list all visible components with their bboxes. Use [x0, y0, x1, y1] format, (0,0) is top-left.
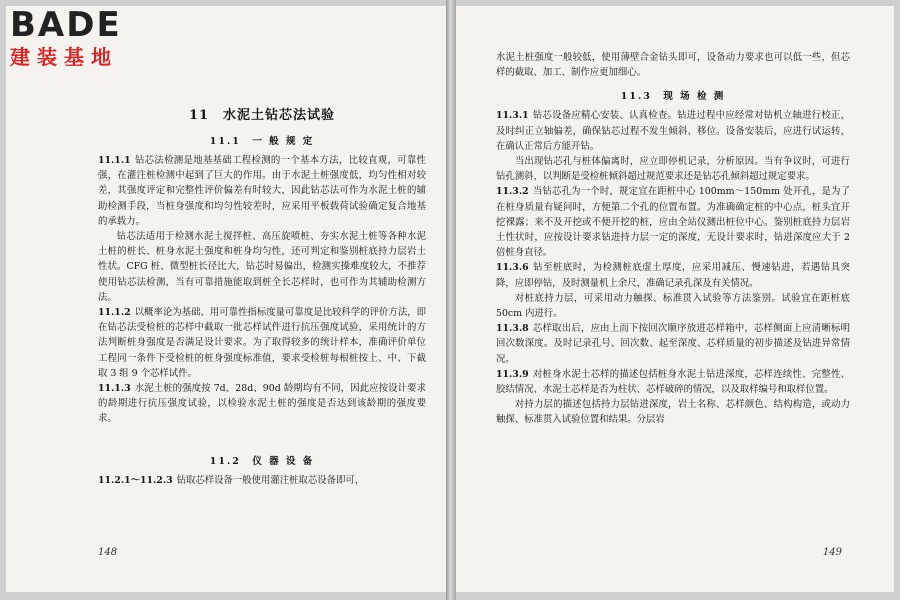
paragraph-11-3-1 — [496, 108, 850, 154]
clause-number: 11.2.1～11.2.3 — [98, 474, 173, 486]
section-title-11-1: 11.1 一 般 规 定 — [209, 136, 315, 147]
paragraph-text: 钻芯法检测是地基基础工程检测的一个基本方法，比较直观，可靠性强，在灌注桩检测中起到了巨大的作用。由于水泥土桩强度低，均匀性相对较差，其强度评定和完整性评价偏差有时较大，因此钻芯法可作为水泥土桩的辅助检测手段，当桩身强度和均匀性较差时，应采用平板载荷试验确定复合地基的承载力。 — [98, 155, 426, 227]
paragraph-text: 水泥土桩的强度按 7d、28d、90d 龄期均有不同，因此应按设计要求的龄期进行抗压强度试验，以检验水泥土桩的强度是否达到该龄期的强度要求。 — [98, 383, 426, 425]
watermark-logo — [10, 5, 180, 84]
section-title-11-3: 11.3 现 场 检 测 — [620, 91, 726, 103]
paragraph-continued: 水泥土桩强度一般较低，使用薄壁合金钻头即可，设备动力要求也可以低一些，但芯样的截取、加工、制作应更加细心。 — [496, 52, 850, 79]
paragraph-text: 当钻芯孔为一个时，规定宜在距桩中心 100mm～150mm 处开孔，是为了在桩身质量有疑问时，方便第二个孔的位置布置。为准确确定桩的中心点，桩头宜开挖裸露；来不及开挖或不便开挖的桩，应由全站仪测出桩位中心。鉴别桩底持力层岩土性状时，应按设计要求钻进持力层一定的深度，无设计要求时，钻进深度应大于 2 倍桩身直径。 — [496, 186, 850, 259]
paragraph-text: 对桩身水泥土芯样的描述包括桩身水泥土钻进深度，芯样连续性、完整性、胶结情况、水泥土芯样是否为柱状、芯样破碎的情况，以及取样编号和取样位置。 — [496, 368, 850, 396]
clause-number: 11.3.1 — [496, 110, 529, 122]
paragraph-text: 钻芯设备应精心安装、认真检查。钻进过程中应经常对钻机立轴进行校正，及时纠正立轴偏差，确保钻芯过程不发生倾斜、移位。设备安装后，应进行试运转，在确认正常后方能开钻。 — [496, 110, 850, 152]
paragraph-text: 钻至桩底时，为检测桩底虚土厚度，应采用减压、慢速钻进，若遇钻具突降，应即停钻，及时测量机上余尺，准确记录孔深及有关情况。 — [496, 262, 850, 289]
left-page — [6, 6, 446, 592]
paragraph-11-1-3 — [98, 381, 426, 427]
paragraph-11-3-6 — [496, 260, 850, 290]
logo-subtitle: 建装基地 — [10, 45, 118, 69]
paragraph-11-3-2 — [496, 184, 850, 260]
paragraph-11-3-8 — [496, 321, 850, 367]
section-gap — [98, 427, 426, 445]
clause-number: 11.3.2 — [496, 186, 529, 198]
section-title-11-2: 11.2 仪 器 设 备 — [209, 455, 315, 467]
clause-number: 11.1.2 — [98, 307, 131, 319]
paragraph-text: 钻取芯样设备一般使用灌注桩取芯设备即可， — [176, 474, 365, 486]
paragraph-text: 以概率论为基础、用可靠性指标度量可靠度是比较科学的评价方法，即在钻芯法受检桩的芯样中截取一批芯样试件进行抗压强度试验，采用统计的方法判断桩身强度是否满足设计要求。为了取得较多的统计样本，准确评价单位工程同一条件下受检桩的桩身强度标准值，要求受检桩每根桩按上、中、下截取 3 组 9 个芯样试件。 — [98, 307, 426, 379]
paragraph-11-1-1 — [98, 153, 426, 229]
paragraph-layer-description: 对持力层的描述包括持力层钻进深度，岩土名称、芯样颜色、结构构造，或动力触探、标准贯入试验位置和结果。分层岩 — [496, 399, 850, 426]
page-number-left: 148 — [98, 547, 118, 558]
clause-number: 11.1.3 — [98, 383, 131, 395]
paragraph-text: 芯样取出后，应由上而下按回次顺序放进芯样箱中，芯样侧面上应清晰标明回次数深度。及时记录孔号、回次数、起至深度、芯样质量的初步描述及钻进异常情况。 — [496, 323, 850, 365]
paragraph-11-1-2 — [98, 305, 426, 381]
logo-mark: BADE — [10, 5, 122, 45]
paragraph-bearing-layer: 对桩底持力层，可采用动力触探、标准贯入试验等方法鉴别。试验宜在距桩底 50cm 内进行。 — [496, 292, 850, 320]
paragraph-scope: 钻芯法适用于检测水泥土搅拌桩、高压旋喷桩、夯实水泥土桩等各种水泥土桩的桩长、桩身水泥土强度和桩身均匀性，还可判定和鉴别桩底持力层岩土性状。CFG 桩、微型桩长径比大，钻芯时易偏出，检测实操难度较大，不推荐使用钻芯法检测，当有可靠措施能取到桩全长芯样时，也可作为其辅助检测方法。 — [98, 231, 426, 303]
clause-number: 11.3.9 — [496, 368, 529, 380]
book-gutter — [446, 0, 456, 600]
clause-number: 11.1.1 — [98, 155, 131, 166]
paragraph-deviation: 当出现钻芯孔与桩体偏离时，应立即停机记录，分析原因。当有争议时，可进行钻孔测斜，以判断是受检桩倾斜超过规范要求还是钻芯孔倾斜超过规定要求。 — [496, 156, 850, 183]
right-page — [456, 6, 894, 592]
page-number-right: 149 — [822, 547, 842, 558]
clause-number: 11.3.6 — [496, 262, 529, 274]
paragraph-11-2-1 — [98, 473, 426, 488]
paragraph-11-3-9 — [496, 367, 850, 397]
clause-number: 11.3.8 — [496, 323, 529, 335]
chapter-title: 11 水泥土钻芯法试验 — [188, 108, 336, 123]
